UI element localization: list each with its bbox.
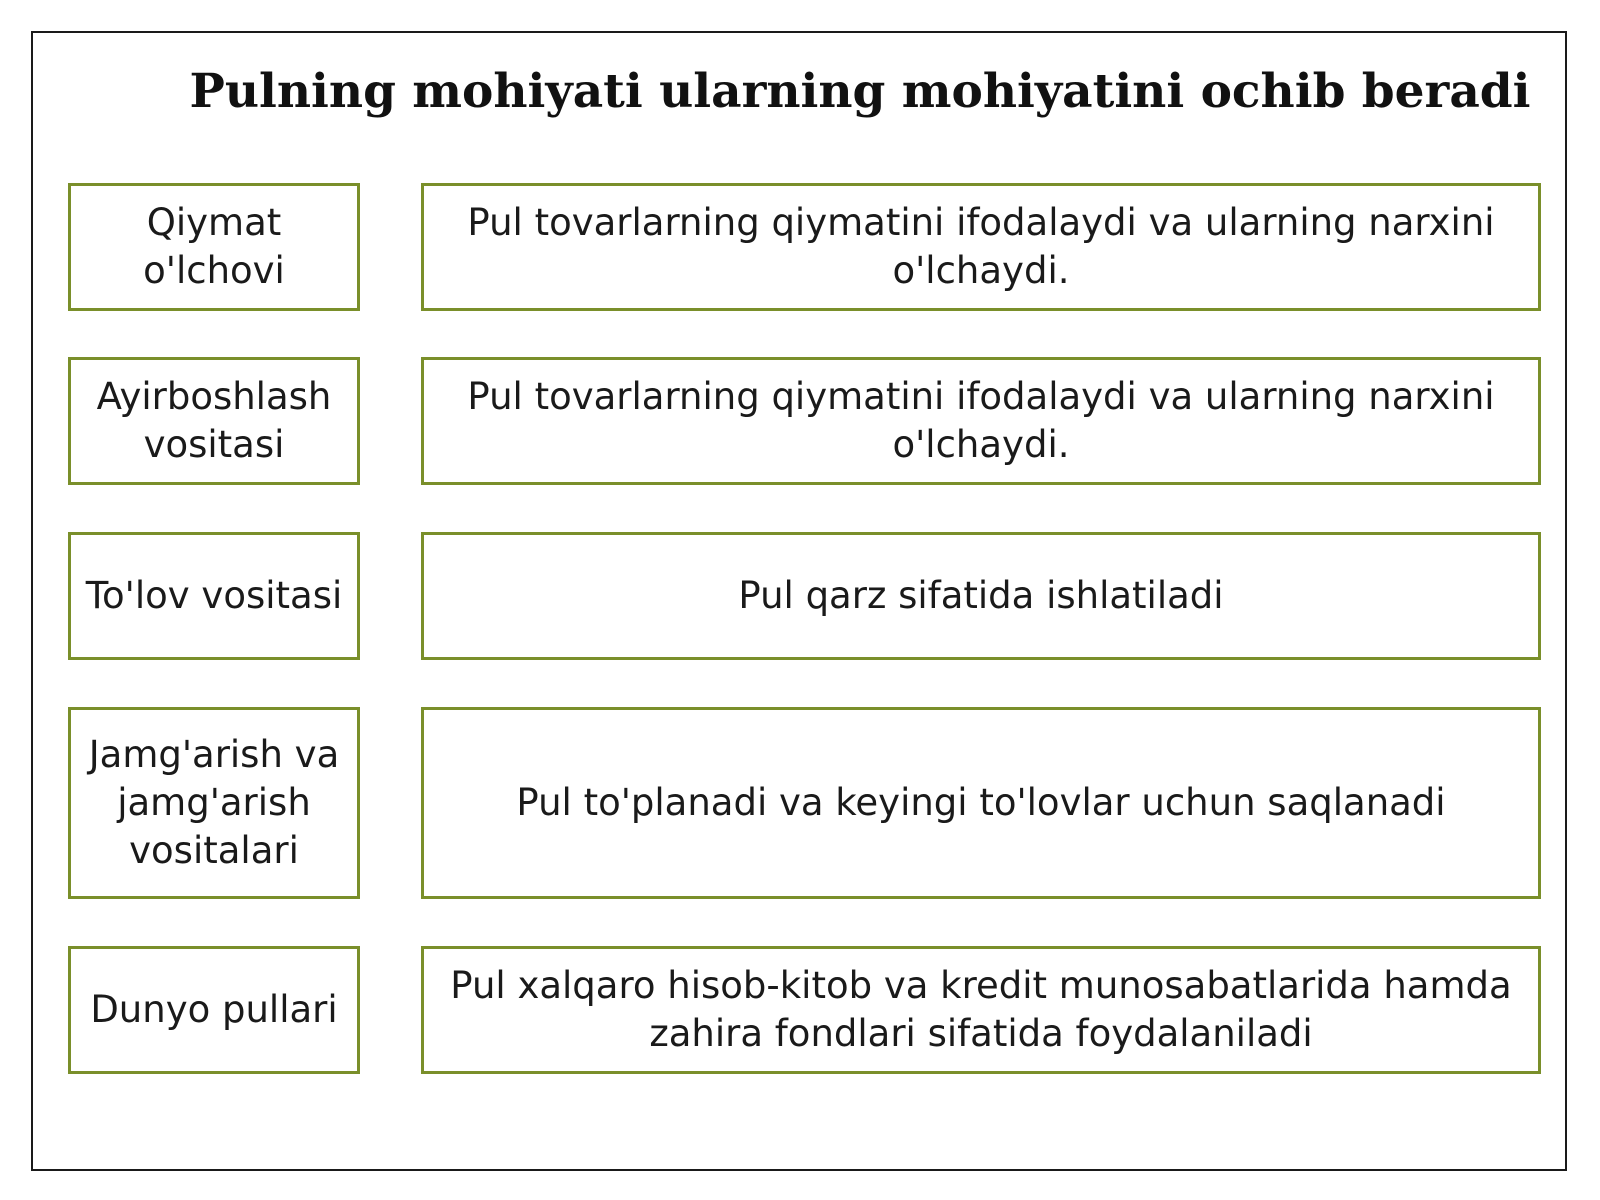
description-box-means-of-payment: Pul qarz sifatida ishlatiladi <box>421 532 1541 660</box>
term-box-store-of-value: Jamg'arish va jamg'arish vositalari <box>68 707 360 899</box>
term-box-world-money: Dunyo pullari <box>68 946 360 1074</box>
term-box-medium-of-exchange: Ayirboshlash vositasi <box>68 357 360 485</box>
diagram-title: Pulning mohiyati ularning mohiyatini ochib beradi <box>189 64 1531 119</box>
description-box-medium-of-exchange: Pul tovarlarning qiymatini ifodalaydi va ularning narxini o'lchaydi. <box>421 357 1541 485</box>
description-box-measure-of-value: Pul tovarlarning qiymatini ifodalaydi va ularning narxini o'lchaydi. <box>421 183 1541 311</box>
term-box-means-of-payment: To'lov vositasi <box>68 532 360 660</box>
term-box-measure-of-value: Qiymat o'lchovi <box>68 183 360 311</box>
description-box-world-money: Pul xalqaro hisob-kitob va kredit munosabatlarida hamda zahira fondlari sifatida foydalaniladi <box>421 946 1541 1074</box>
description-box-store-of-value: Pul to'planadi va keyingi to'lovlar uchun saqlanadi <box>421 707 1541 899</box>
